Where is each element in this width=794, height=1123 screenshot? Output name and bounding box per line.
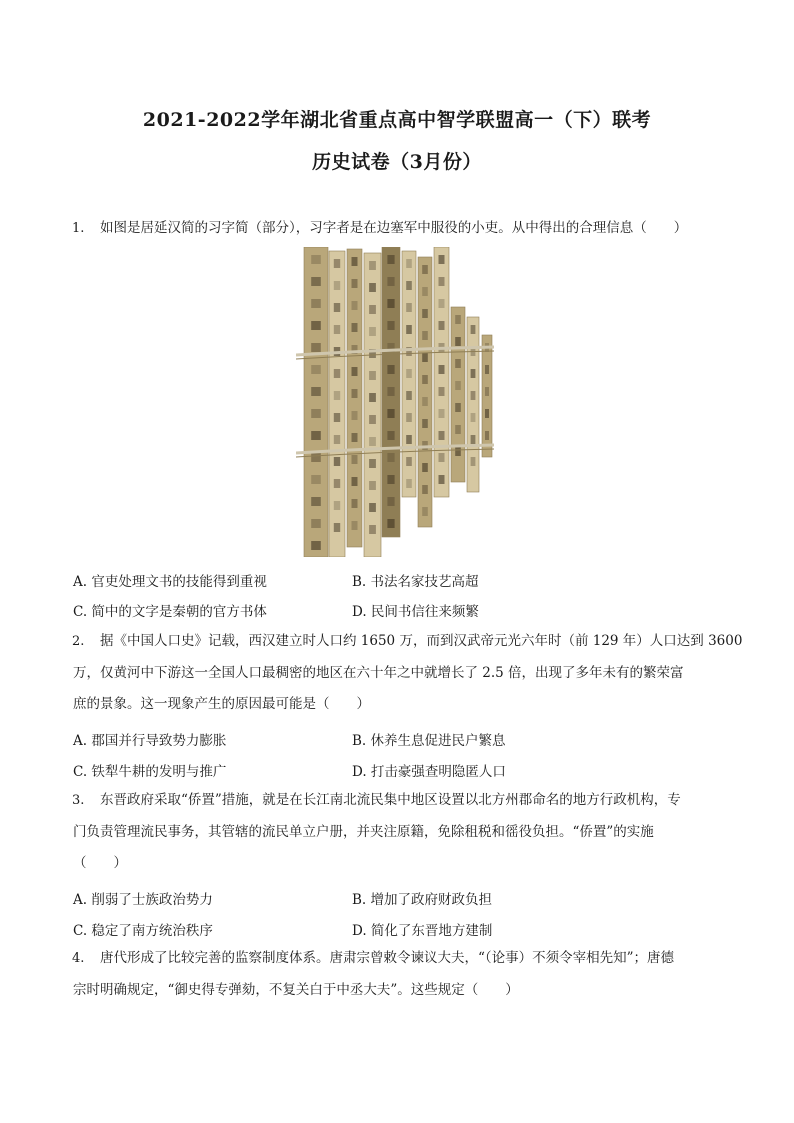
slip-ink-mark (387, 365, 394, 374)
slip-ink-mark (455, 447, 461, 456)
slip-ink-mark (334, 435, 340, 444)
question-2-option-b[interactable]: B. 休养生息促进民户繁息 (352, 733, 506, 749)
slip-ink-mark (439, 277, 445, 286)
slip-ink-mark (387, 453, 394, 462)
slip-ink-mark (387, 387, 394, 396)
slip-ink-mark (455, 337, 461, 346)
question-2-text-line2: 万，仅黄河中下游这一全国人口最稠密的地区在六十年之中就增长了 2.5 倍，出现了多年未有的繁荣富 (73, 665, 684, 681)
slip-ink-mark (387, 409, 394, 418)
slip-ink-mark (422, 265, 428, 274)
bamboo-slip (304, 247, 328, 557)
slip-ink-mark (311, 277, 321, 286)
slip-ink-mark (369, 327, 376, 336)
slip-ink-mark (485, 409, 489, 418)
slip-ink-mark (471, 413, 476, 422)
slip-ink-mark (406, 413, 412, 422)
slip-ink-mark (352, 433, 358, 442)
slip-ink-mark (334, 303, 340, 312)
slip-ink-mark (422, 375, 428, 384)
slip-ink-mark (311, 453, 321, 462)
question-2-option-c[interactable]: C. 铁犁牛耕的发明与推广 (73, 764, 227, 780)
question-4-text-line1: 唐代形成了比较完善的监察制度体系。唐肃宗曾敕令谏议大夫，“（论事）不须令宰相先知”；唐德 (100, 950, 675, 966)
slip-ink-mark (439, 409, 445, 418)
question-3-option-a[interactable]: A. 削弱了士族政治势力 (73, 892, 213, 908)
slip-ink-mark (334, 523, 340, 532)
slip-ink-mark (422, 485, 428, 494)
question-4-number: 4. (72, 951, 85, 966)
slip-ink-mark (369, 481, 376, 490)
slip-ink-mark (455, 315, 461, 324)
question-2-number: 2. (72, 634, 85, 649)
slip-ink-mark (422, 419, 428, 428)
slip-ink-mark (422, 309, 428, 318)
slip-ink-mark (352, 257, 358, 266)
slip-ink-mark (334, 259, 340, 268)
slip-ink-mark (369, 525, 376, 534)
slip-ink-mark (422, 331, 428, 340)
slip-ink-mark (455, 381, 461, 390)
slip-ink-mark (311, 365, 321, 374)
slip-ink-mark (471, 325, 476, 334)
slip-ink-mark (485, 431, 489, 440)
question-1-number: 1. (72, 221, 85, 236)
slip-ink-mark (406, 325, 412, 334)
slip-ink-mark (406, 457, 412, 466)
question-4-text-line2: 宗时明确规定，“御史得专弹劾，不复关白于中丞大夫”。这些规定（ ） (73, 982, 519, 998)
slip-ink-mark (422, 507, 428, 516)
slip-ink-mark (422, 287, 428, 296)
slip-ink-mark (471, 457, 476, 466)
slip-ink-mark (311, 497, 321, 506)
bamboo-slip (329, 251, 345, 557)
slip-ink-mark (311, 255, 321, 264)
slip-ink-mark (439, 453, 445, 462)
slip-ink-mark (352, 367, 358, 376)
slip-ink-mark (439, 255, 445, 264)
slip-ink-mark (485, 365, 489, 374)
question-1-option-c[interactable]: C. 简中的文字是秦朝的官方书体 (73, 604, 267, 620)
slip-ink-mark (334, 325, 340, 334)
slip-ink-mark (311, 519, 321, 528)
slip-ink-mark (471, 391, 476, 400)
slip-ink-mark (311, 321, 321, 330)
slip-ink-mark (352, 389, 358, 398)
question-2-text-line3: 庶的景象。这一现象产生的原因最可能是（ ） (73, 696, 370, 712)
slip-ink-mark (352, 411, 358, 420)
slip-ink-mark (369, 393, 376, 402)
slip-ink-mark (387, 321, 394, 330)
slip-ink-mark (406, 259, 412, 268)
slip-ink-mark (406, 391, 412, 400)
slip-ink-mark (369, 459, 376, 468)
slip-ink-mark (369, 371, 376, 380)
slip-ink-mark (369, 261, 376, 270)
slip-ink-mark (422, 397, 428, 406)
slip-ink-mark (406, 369, 412, 378)
slip-ink-mark (439, 365, 445, 374)
question-1-option-d[interactable]: D. 民间书信往来频繁 (352, 604, 479, 620)
slip-ink-mark (406, 479, 412, 488)
slip-ink-mark (471, 369, 476, 378)
question-3-option-c[interactable]: C. 稳定了南方统治秩序 (73, 923, 213, 939)
slip-ink-mark (311, 299, 321, 308)
slip-ink-mark (406, 435, 412, 444)
exam-title-line1: 2021-2022学年湖北省重点高中智学联盟高一（下）联考 (142, 109, 652, 131)
slip-ink-mark (485, 387, 489, 396)
question-3-text-line3: （ ） (73, 855, 127, 871)
slip-ink-mark (422, 353, 428, 362)
bamboo-slips-photo-icon (296, 247, 494, 557)
question-1-option-b[interactable]: B. 书法名家技艺高超 (352, 574, 479, 590)
slip-ink-mark (406, 281, 412, 290)
slip-ink-mark (334, 479, 340, 488)
question-2-option-a[interactable]: A. 郡国并行导致势力膨胀 (73, 733, 227, 749)
exam-title-line2: 历史试卷（3月份） (312, 151, 482, 173)
slip-ink-mark (352, 455, 358, 464)
slip-ink-mark (352, 499, 358, 508)
slip-ink-mark (439, 299, 445, 308)
slip-ink-mark (369, 283, 376, 292)
question-1-text-line1: 如图是居延汉简的习字简（部分），习字者是在边塞军中服役的小吏。从中得出的合理信息（ ） (100, 220, 688, 236)
slip-ink-mark (439, 387, 445, 396)
slip-ink-mark (369, 305, 376, 314)
slip-ink-mark (352, 279, 358, 288)
bamboo-slips-figure (296, 247, 494, 557)
slip-ink-mark (387, 277, 394, 286)
slip-ink-mark (334, 413, 340, 422)
question-3-number: 3. (72, 793, 85, 808)
slip-ink-mark (439, 321, 445, 330)
slip-ink-mark (311, 409, 321, 418)
question-3-option-d[interactable]: D. 简化了东晋地方建制 (352, 923, 493, 939)
slip-ink-mark (352, 323, 358, 332)
slip-ink-mark (352, 521, 358, 530)
slip-ink-mark (387, 519, 394, 528)
slip-ink-mark (387, 431, 394, 440)
slip-ink-mark (439, 475, 445, 484)
slip-ink-mark (334, 281, 340, 290)
slip-ink-mark (455, 359, 461, 368)
slip-ink-mark (334, 501, 340, 510)
slip-ink-mark (387, 255, 394, 264)
question-2-option-d[interactable]: D. 打击豪强查明隐匿人口 (352, 764, 506, 780)
question-1-option-a[interactable]: A. 官吏处理文书的技能得到重视 (73, 574, 267, 590)
slip-ink-mark (406, 303, 412, 312)
question-3-option-b[interactable]: B. 增加了政府财政负担 (352, 892, 493, 908)
question-3-text-line2: 门负责管理流民事务，其管辖的流民单立户册，并夹注原籍，免除租税和徭役负担。“侨置”的实施 (73, 824, 654, 840)
slip-ink-mark (311, 387, 321, 396)
slip-ink-mark (369, 415, 376, 424)
slip-ink-mark (334, 457, 340, 466)
slip-ink-mark (422, 463, 428, 472)
slip-ink-mark (439, 431, 445, 440)
slip-ink-mark (387, 299, 394, 308)
slip-ink-mark (455, 425, 461, 434)
slip-ink-mark (311, 475, 321, 484)
slip-ink-mark (471, 435, 476, 444)
slip-ink-mark (311, 541, 321, 550)
slip-ink-mark (334, 369, 340, 378)
slip-ink-mark (369, 437, 376, 446)
slip-ink-mark (352, 301, 358, 310)
slip-ink-mark (352, 477, 358, 486)
slip-ink-mark (311, 431, 321, 440)
slip-ink-mark (387, 497, 394, 506)
question-2-text-line1: 据《中国人口史》记载，西汉建立时人口约 1650 万，而到汉武帝元光六年时（前 129 年）人口达到 3600 (100, 633, 743, 649)
slip-ink-mark (369, 503, 376, 512)
slip-ink-mark (455, 403, 461, 412)
slip-ink-mark (311, 343, 321, 352)
slip-ink-mark (334, 391, 340, 400)
question-3-text-line1: 东晋政府采取“侨置”措施，就是在长江南北流民集中地区设置以北方州郡命名的地方行政机构，专 (100, 792, 681, 808)
slip-ink-mark (387, 475, 394, 484)
